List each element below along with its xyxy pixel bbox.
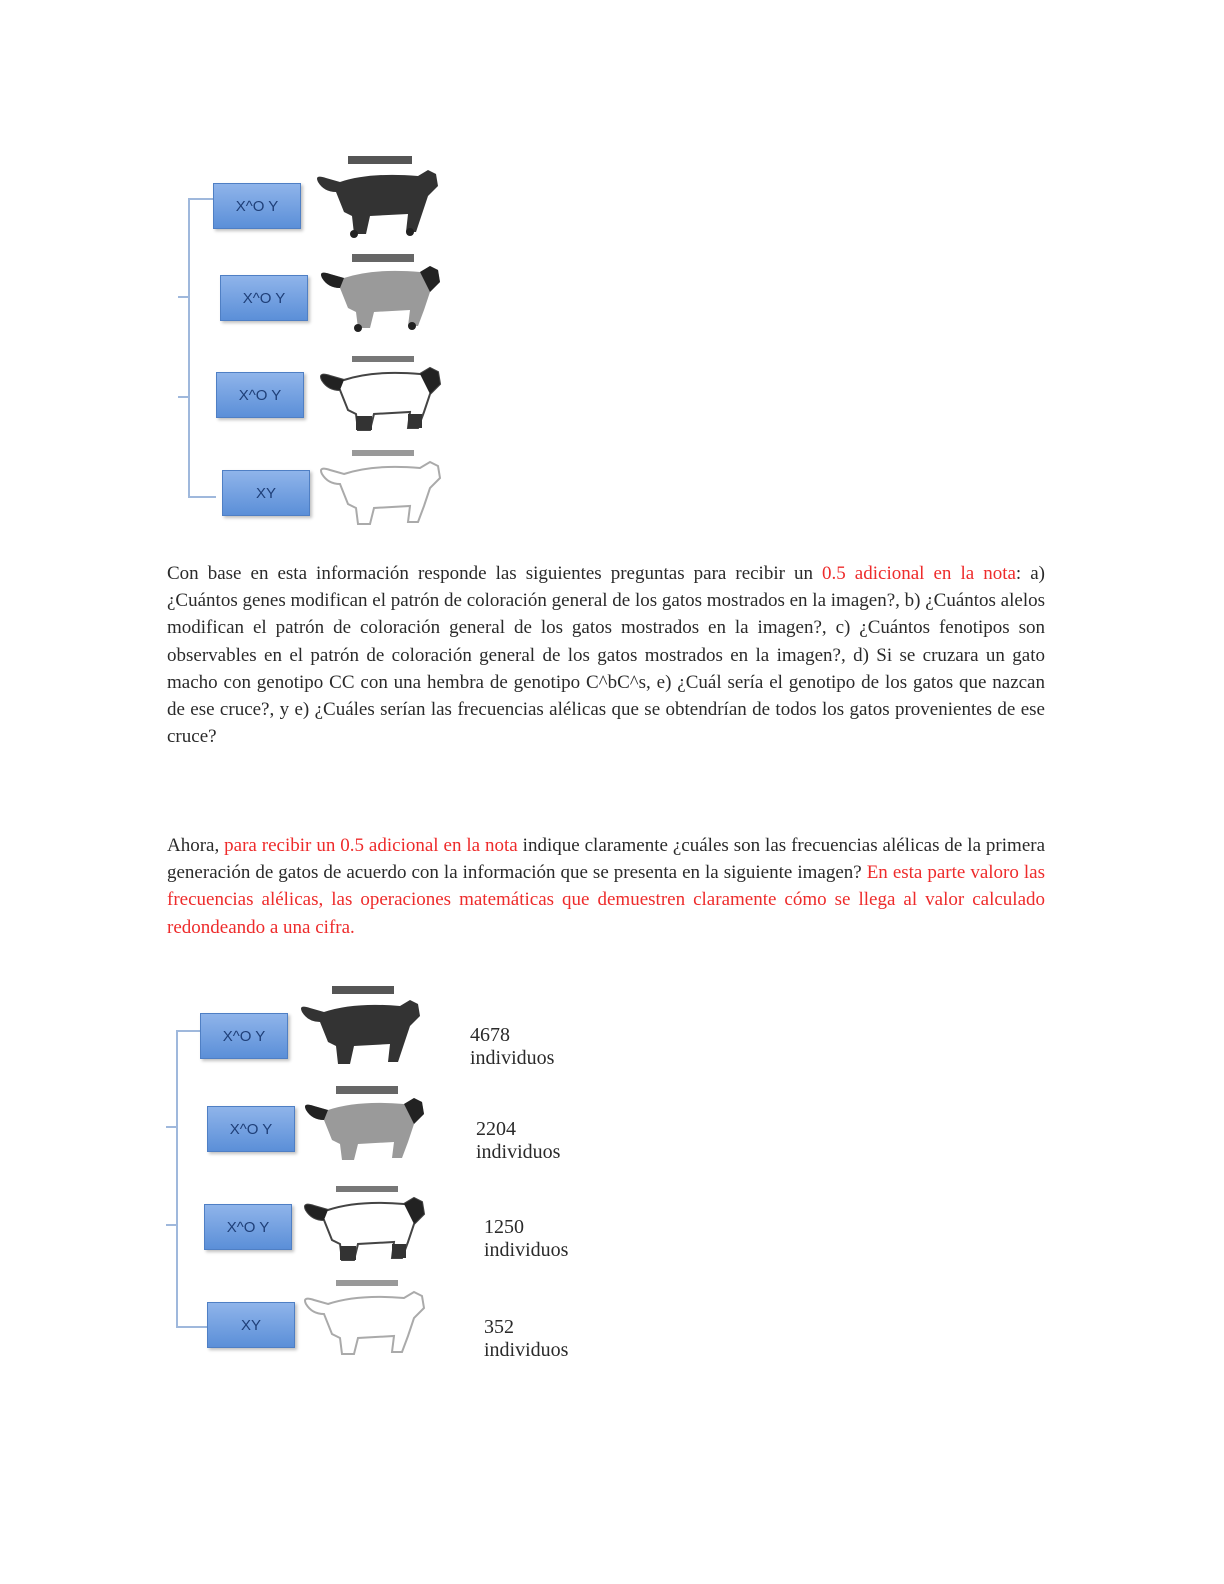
genotype-box [216, 372, 304, 418]
genotype-label: XY [255, 484, 276, 502]
bonus-highlight: para recibir un 0.5 adicional en la nota [224, 835, 518, 856]
black-cat-icon [296, 982, 430, 1068]
genotype-box [222, 470, 310, 516]
genotype-label: X^O Y [235, 197, 279, 215]
individuals-count: 352 individuos [484, 1316, 569, 1361]
frequencies-paragraph [167, 832, 1045, 941]
questions-paragraph [167, 560, 1045, 750]
genotype-box [200, 1013, 288, 1059]
diagram-2-bracket [176, 1030, 208, 1328]
paragraph-text: Con base en esta información responde las siguientes preguntas para recibir un [167, 563, 823, 584]
individuals-count: 2204 individuos [476, 1118, 561, 1163]
diagram-1-tick [178, 296, 190, 298]
genotype-box [207, 1106, 295, 1152]
bonus-highlight: 0.5 adicional en la nota [822, 563, 1016, 584]
white-cat-icon [316, 446, 450, 528]
genotype-box [213, 183, 301, 229]
genotype-label: X^O Y [242, 289, 286, 307]
genotype-label: X^O Y [238, 386, 282, 404]
genotype-label: X^O Y [229, 1120, 273, 1138]
grading-note: En esta parte valoro las frecuencias alélicas, las operaciones matemáticas que demuestren claramente cómo se llega al valor calculado redondeando a una cifra. [167, 862, 1045, 938]
paragraph-text: Ahora, [167, 835, 225, 856]
individuals-count: 4678 individuos [470, 1024, 555, 1069]
paragraph-text: : a) ¿Cuántos genes modifican el patrón de coloración general de los gatos mostrados en la imagen?, b) ¿Cuántos alelos modifican el patrón de coloración general de los gatos mostrados en la imagen?, c) ¿Cuántos fenotipos son observables en el patrón de coloración general de los gatos mostrados en la imagen?, d) Si se cruzara un gato macho con genotipo CC con una hembra de genotipo C^bC^s, e) ¿Cuál sería el genotipo de los gatos que nazcan de ese cruce?, y e) ¿Cuáles serían las frecuencias alélicas que se obtendrían de todos los gatos provenientes de ese cruce? [167, 563, 1045, 748]
white-cat-icon [300, 1276, 434, 1358]
individuals-count: 1250 individuos [484, 1216, 569, 1261]
paragraph-text: indique claramente ¿cuáles son las frecuencias alélicas de la primera generación de gatos de acuerdo con la información que se presenta en la siguiente imagen? [167, 835, 1046, 884]
genotype-box [207, 1302, 295, 1348]
diagram-1-bracket [188, 198, 216, 498]
white-cat-dark-points-icon [316, 352, 450, 434]
gray-cat-icon [316, 250, 450, 332]
genotype-box [220, 275, 308, 321]
genotype-box [204, 1204, 292, 1250]
white-cat-dark-points-icon [300, 1182, 434, 1264]
genotype-label: XY [240, 1316, 261, 1334]
gray-cat-icon [300, 1082, 434, 1164]
diagram-2-tick [166, 1126, 178, 1128]
diagram-2-tick [166, 1224, 178, 1226]
genotype-label: X^O Y [222, 1027, 266, 1045]
genotype-label: X^O Y [226, 1218, 270, 1236]
diagram-1-tick [178, 396, 190, 398]
black-cat-icon [310, 152, 450, 238]
